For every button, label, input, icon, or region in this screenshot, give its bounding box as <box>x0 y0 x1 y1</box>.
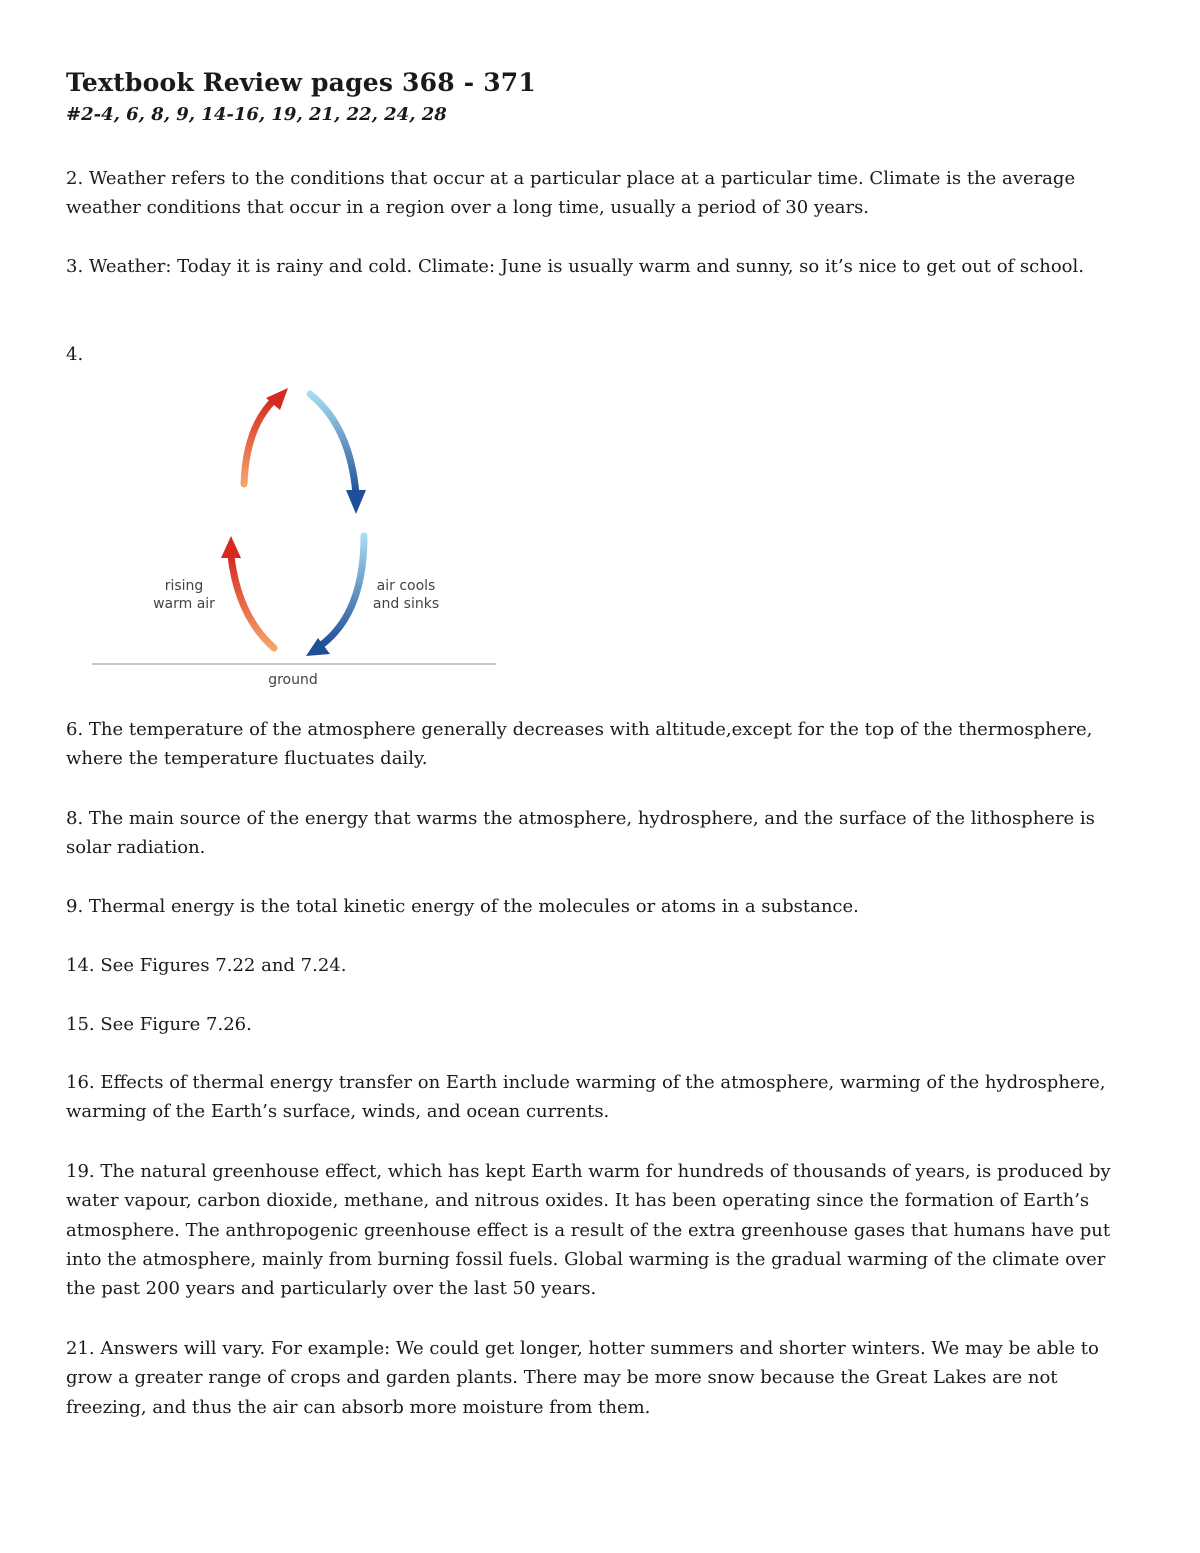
answer-9: 9. Thermal energy is the total kinetic energy of the molecules or atoms in a substance. <box>66 896 859 917</box>
air-cools-sinks-label-line1: air cools <box>376 578 436 594</box>
answer-3: 3. Weather: Today it is rainy and cold. Climate: June is usually warm and sunny, so it’s nice to get out of school. <box>66 256 1084 277</box>
answer-21: 21. Answers will vary. For example: We could get longer, hotter summers and shorter winters. We may be able to grow a greater range of crops and garden plants. There may be more snow because the Great Lakes are not freezing, and thus the air can absorb more moisture from them. <box>66 1338 1099 1418</box>
air-cools-sinks-label-line2: and sinks <box>372 596 440 612</box>
document-page <box>66 66 1136 1418</box>
ground-label: ground <box>268 672 318 688</box>
rising-air-lower-arrowhead <box>221 536 241 558</box>
convection-current-diagram <box>88 386 498 711</box>
answer-14: 14. See Figures 7.22 and 7.24. <box>66 955 347 976</box>
answer-19: 19. The natural greenhouse effect, which has kept Earth warm for hundreds of thousands of years, is produced by water vapour, carbon dioxide, methane, and nitrous oxides. It has been operating since the formation of Earth’s atmosphere. The anthropogenic greenhouse effect is a result of the extra greenhouse gases that humans have put into the atmosphere, mainly from burning fossil fuels. Global warming is the gradual warming of the climate over the past 200 years and particularly over the last 50 years. <box>66 1161 1111 1300</box>
answer-15: 15. See Figure 7.26. <box>66 1014 252 1035</box>
rising-warm-air-label-line1: rising <box>164 578 204 594</box>
answer-2: 2. Weather refers to the conditions that occur at a particular place at a particular time. Climate is the average weather conditions that occur in a region over a long time, usually a period of 30 years. <box>66 168 1076 219</box>
page-title: Textbook Review pages 368 - 371 <box>66 68 536 97</box>
rising-air-lower-arrow <box>231 556 274 648</box>
rising-warm-air-label-line2: warm air <box>153 596 215 612</box>
sinking-air-upper-arrowhead <box>346 490 366 514</box>
rising-air-upper-arrow <box>244 398 276 484</box>
sinking-air-lower-arrow <box>320 536 364 646</box>
answer-6: 6. The temperature of the atmosphere generally decreases with altitude,except for the top of the thermosphere, where the temperature fluctuates daily. <box>66 719 1093 770</box>
answer-16: 16. Effects of thermal energy transfer on Earth include warming of the atmosphere, warming of the hydrosphere, warming of the Earth’s surface, winds, and ocean currents. <box>66 1072 1106 1123</box>
sinking-air-upper-arrow <box>310 394 356 494</box>
answer-4: 4. <box>66 344 84 365</box>
question-list-subtitle: #2-4, 6, 8, 9, 14-16, 19, 21, 22, 24, 28 <box>66 104 447 125</box>
answer-8: 8. The main source of the energy that warms the atmosphere, hydrosphere, and the surface of the lithosphere is solar radiation. <box>66 808 1095 859</box>
